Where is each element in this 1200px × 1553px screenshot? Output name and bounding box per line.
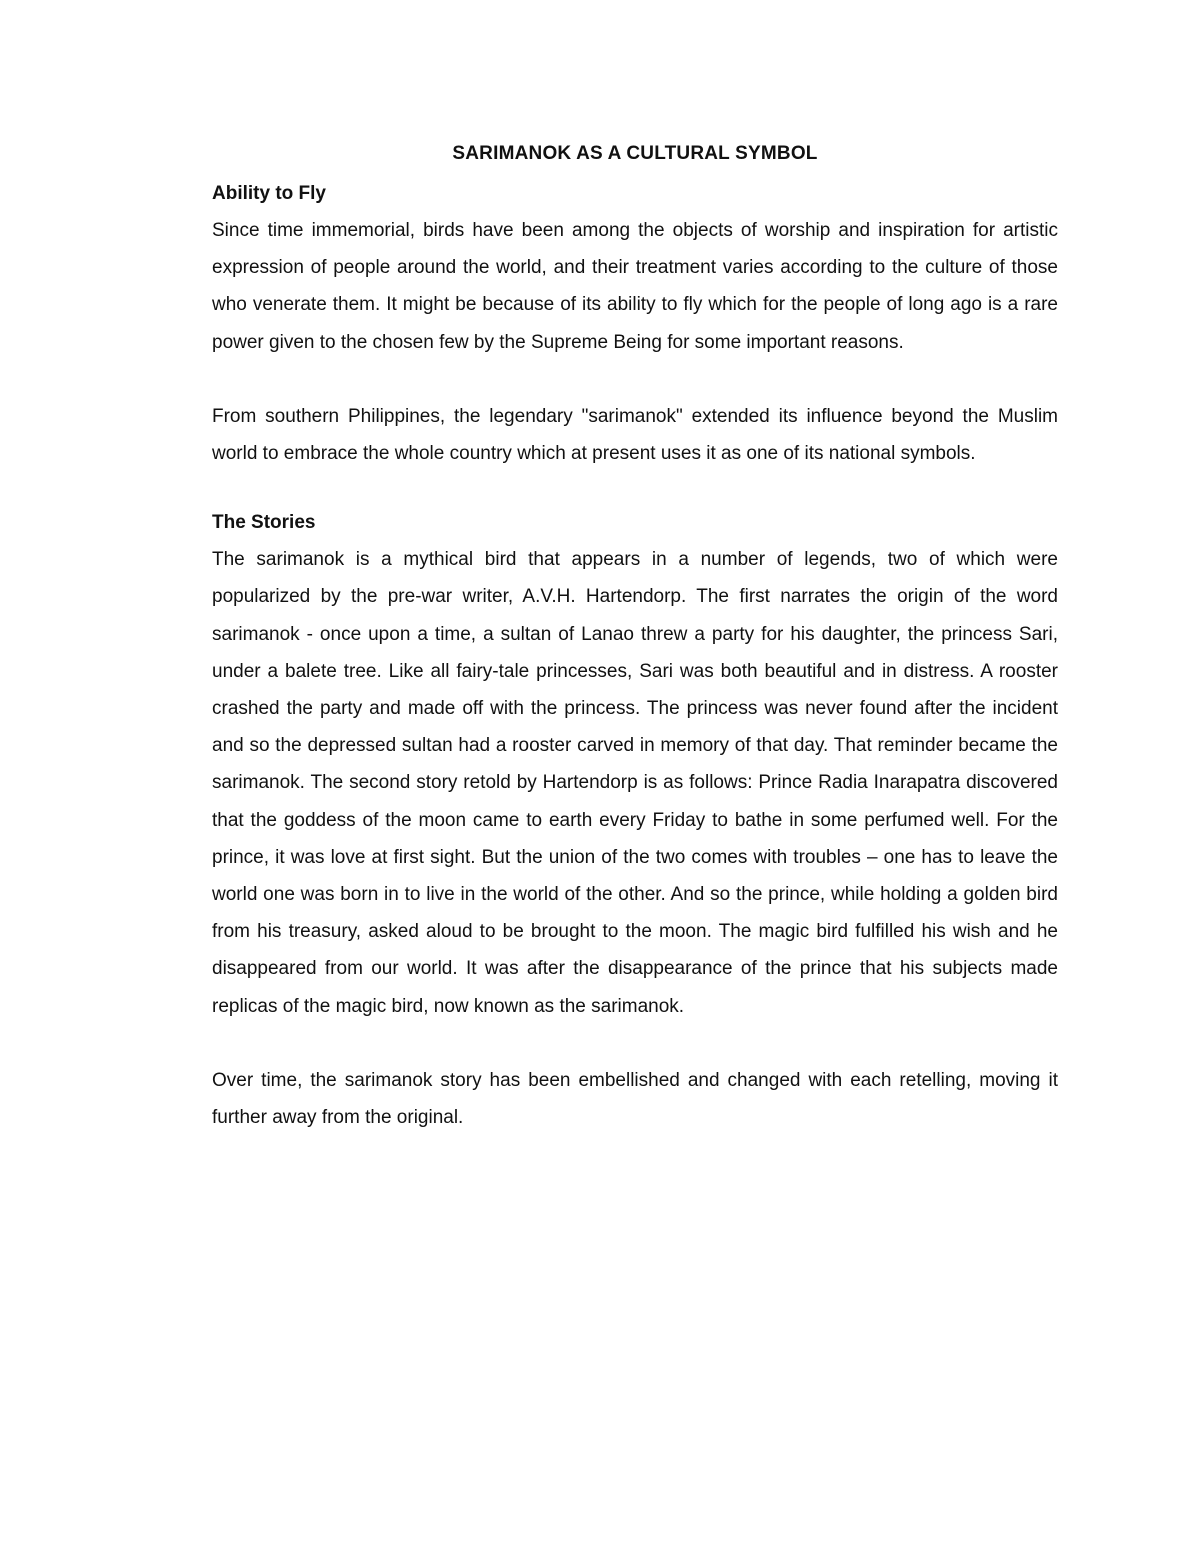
section-heading-ability-to-fly: Ability to Fly	[212, 183, 326, 204]
document-page	[212, 140, 1058, 1136]
paragraph-birds-worship: Since time immemorial, birds have been among the objects of worship and inspiration for artistic expression of people around the world, and their treatment varies according to the culture of those who venerate them. It might be because of its ability to fly which for the people of long ago is a rare power given to the chosen few by the Supreme Being for some important reasons.	[212, 220, 1058, 353]
paragraph-legends: The sarimanok is a mythical bird that appears in a number of legends, two of which were popularized by the pre-war writer, A.V.H. Hartendorp. The first narrates the origin of the word sarimanok - once upon a time, a sultan of Lanao threw a party for his daughter, the princess Sari, under a balete tree. Like all fairy-tale princesses, Sari was both beautiful and in distress. A rooster crashed the party and made off with the princess. The princess was never found after the incident and so the depressed sultan had a rooster carved in memory of that day. That reminder became the sarimanok. The second story retold by Hartendorp is as follows: Prince Radia Inarapatra discovered that the goddess of the moon came to earth every Friday to bathe in some perfumed well. For the prince, it was love at first sight. But the union of the two comes with troubles – one has to leave the world one was born in to live in the world of the other. And so the prince, while holding a golden bird from his treasury, asked aloud to be brought to the moon. The magic bird fulfilled his wish and he disappeared from our world. It was after the disappearance of the prince that his subjects made replicas of the magic bird, now known as the sarimanok.	[212, 549, 1058, 1017]
paragraph-southern-philippines: From southern Philippines, the legendary "sarimanok" extended its influence beyond the Muslim world to embrace the whole country which at present uses it as one of its national symbols.	[212, 405, 1058, 465]
paragraph-over-time: Over time, the sarimanok story has been embellished and changed with each retelling, moving it further away from the original.	[212, 1069, 1058, 1129]
document-title: SARIMANOK AS A CULTURAL SYMBOL	[452, 143, 818, 164]
section-heading-the-stories: The Stories	[212, 512, 316, 534]
